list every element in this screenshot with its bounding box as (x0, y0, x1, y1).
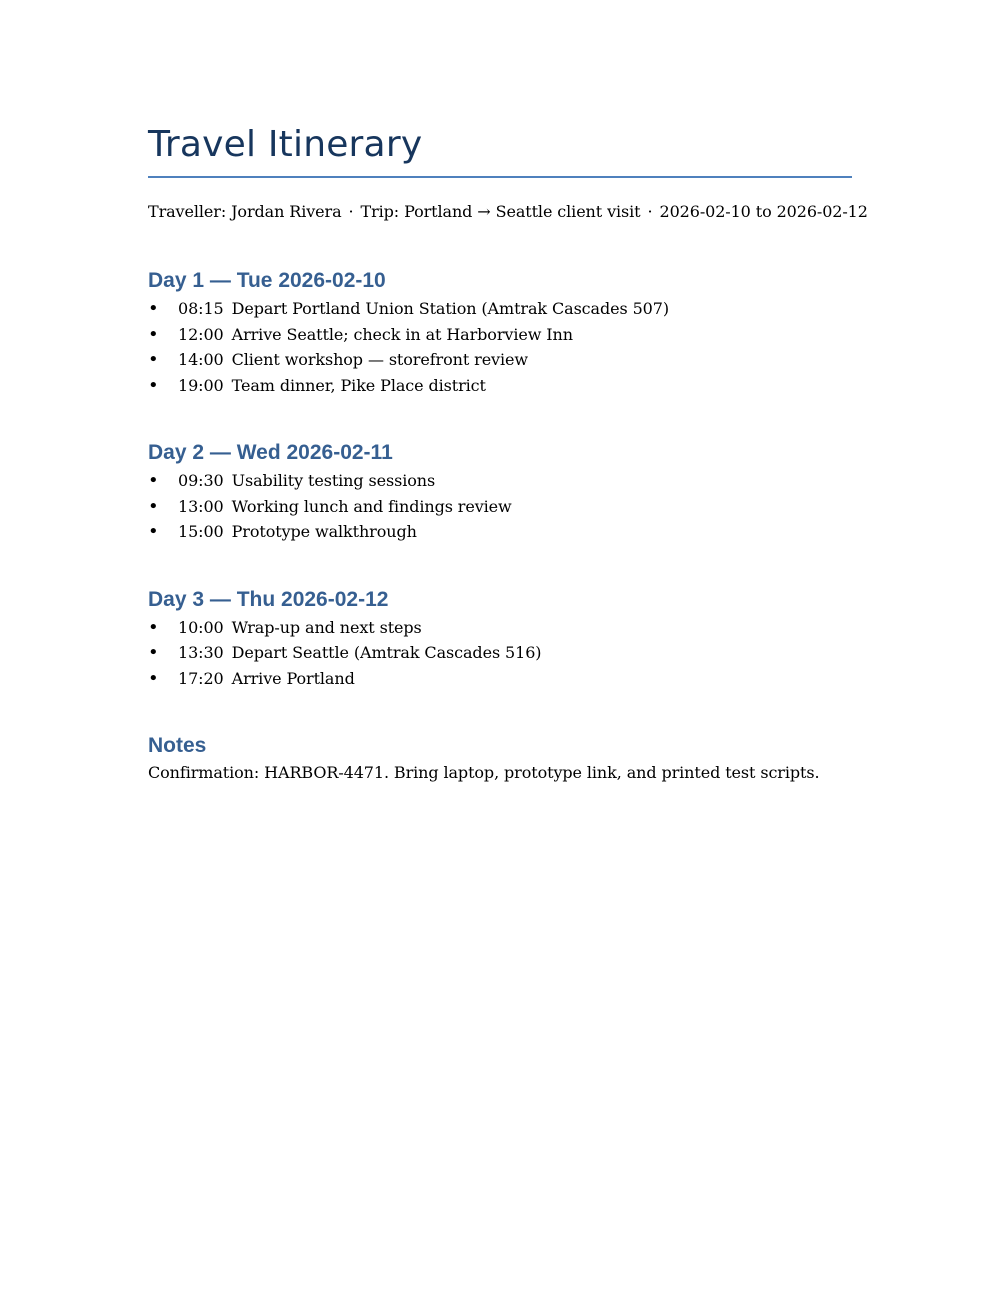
bullet-icon: • (148, 374, 159, 396)
item-text: Arrive Seattle; check in at Harborview Inn (231, 324, 573, 344)
notes-heading: Notes (148, 734, 207, 757)
item-time: 14:00 (178, 350, 224, 369)
day-2-heading: Day 2 — Wed 2026-02-11 (148, 441, 393, 464)
item-time: 08:15 (178, 299, 224, 318)
item-text: Arrive Portland (231, 668, 355, 688)
item-time: 10:00 (178, 617, 224, 637)
notes-section (148, 733, 852, 785)
day-3-list (148, 615, 852, 692)
bullet-icon: • (148, 298, 159, 319)
bullet-icon: • (148, 495, 159, 517)
item-text: Team dinner, Pike Place district (231, 375, 486, 395)
list-item (148, 640, 852, 666)
bullet-icon: • (148, 642, 159, 663)
trip-label: Trip: Portland → Seattle client visit (360, 202, 641, 221)
day-1-section (148, 268, 852, 398)
list-item (148, 347, 852, 373)
list-item (148, 519, 852, 545)
item-text: Working lunch and findings review (231, 496, 512, 516)
traveller-label: Traveller: Jordan Rivera (148, 202, 342, 221)
document-page (148, 118, 868, 785)
meta-separator: · (348, 202, 354, 221)
item-text: Depart Portland Union Station (Amtrak Cascades 507) (231, 299, 669, 318)
item-time: 12:00 (178, 324, 224, 344)
item-time: 15:00 (178, 522, 224, 541)
item-text: Usability testing sessions (231, 471, 436, 490)
bullet-icon: • (148, 616, 159, 638)
bullet-icon: • (148, 323, 159, 345)
item-time: 19:00 (178, 375, 224, 395)
list-item (148, 468, 852, 494)
day-2-list (148, 468, 852, 545)
bullet-icon: • (148, 470, 159, 491)
day-3-heading: Day 3 — Thu 2026-02-12 (148, 587, 389, 611)
item-time: 09:30 (178, 471, 224, 490)
list-item (148, 296, 852, 322)
day-1-heading: Day 1 — Tue 2026-02-10 (148, 269, 386, 292)
bullet-icon: • (148, 521, 159, 542)
notes-text: Confirmation: HARBOR-4471. Bring laptop, prototype link, and printed test scripts. (148, 763, 820, 782)
trip-dates: 2026-02-10 to 2026-02-12 (659, 202, 868, 221)
day-2-section (148, 440, 852, 545)
list-item (148, 373, 852, 399)
item-time: 17:20 (178, 668, 224, 688)
bullet-icon: • (148, 349, 159, 370)
item-text: Prototype walkthrough (231, 522, 417, 541)
document-title: Travel Itinerary (148, 118, 852, 178)
item-time: 13:00 (178, 496, 224, 516)
list-item (148, 666, 852, 692)
meta-separator: · (647, 202, 653, 221)
list-item (148, 494, 852, 520)
item-text: Wrap-up and next steps (231, 617, 422, 637)
day-3-section (148, 587, 852, 692)
day-1-list (148, 296, 852, 398)
item-text: Client workshop — storefront review (231, 350, 528, 369)
item-text: Depart Seattle (Amtrak Cascades 516) (231, 643, 542, 662)
bullet-icon: • (148, 667, 159, 689)
list-item (148, 615, 852, 641)
list-item (148, 322, 852, 348)
item-time: 13:30 (178, 643, 224, 662)
trip-meta-line (148, 200, 868, 224)
